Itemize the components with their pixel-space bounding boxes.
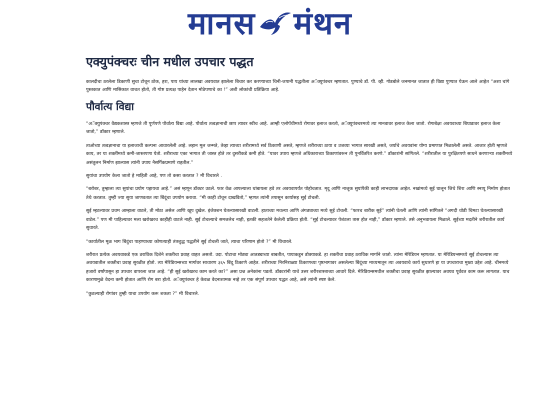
article [86, 54, 514, 304]
article-paragraph: शरीरात प्रत्येक अवयवाकडे एक ठराविक दिशेने शक्तीचा प्रवाह वाहत असतो. उदा. पोटाचा मोठ्या आतड्याच्या बाबतीत, पायाकडून डोक्याकडे. हा शक्तीचा प्रवाह ठराविक मार्गाने जातो. त्यांना मेरिडियन म्हणतात. या मेरिडियन्समध्ये सुई टोचल्यास त्या अवयवातील शक्तीचा प्रवाह सुरळीत होतो. त्या मेरिडियन्सच्या मार्गावर साधारण ३६५ बिंदू ठिकाणे आहेत. शरीराच्या निरनिराळ्या ठिकाणच्या पृष्ठभागावर असलेल्या बिंदूंच्या माध्यमातून त्या अवयवाचे कार्य सुधारणे हा या उपचाराचा मुख्य उद्देश आहे. चीनमध्ये हजारो वर्षांपासून हा उपचार वापरला जात आहे. “ही सुई खरोखरच काम करते का?” असा प्रश्न अनेकांना पडतो. डॉक्टरांनी याचे उत्तर शरीरशास्त्राच्या आधारे दिले. मेरिडियन्समधील शक्तीचा प्रवाह सुरळीत झाल्यावर अवयव पूर्ववत काम करू लागतात. याच कारणामुळे वेदना कमी होतात आणि रोग बरा होतो. अॅक्युपंक्चर हे केवळ वेदनाशामक नव्हे तर एक संपूर्ण उपचार पद्धत आहे, असे त्यांनी स्पष्ट केले. [86, 252, 510, 284]
article-paragraph: ताओच्या तत्वज्ञानाचा या इलाजाची कल्पना आधारलेली आहे. लहान मूल जन्मते, तेव्हा त्याच्या शरीरामध्ये सर्व ठिकाणी असते, म्हणजे शरीराच्या ठाया व उजव्या भागात सारखी असते, जर्याचे अवयवांना योग्य प्रमाणात मिळालेली असते. आजार होती म्हणजे काय, तर या शक्तींमध्ये कमी-जास्तपणा येतो. शरीराच्या एका भागात ती जास्त होते तर दुसरीकडे कमी होते. “यावर उपाय म्हणजे अधिकाराच्या ठिकाणांवरून ती पुनर्वितरित करणे.” डॉक्टरांनी सांगितले. “शरीरातील या पुरक्षितपणे साधने करणाऱ्या शक्तींमध्ये असंतुलन निर्माण झाल्यास त्यांनी उपाय नैसर्गिकप्रमाणे राहतील.” [86, 143, 513, 166]
masthead-right-word: मंथन [293, 5, 353, 42]
article-paragraph: “बरोबर, तुम्हाला त्या सुयांचा प्रयोग पहायचा आहे.” असं म्हणून डॉक्टर उठले. फार वेळ आपल्याला थांबायला हवे तर अवयवापर्यंत पोहोचतात. मृदू आणि नाजूक सुयांपैकी काही लाभदायक आहेत. नखांमध्ये सुई घालून जिथे शिरा आणि स्नायू निर्माण होतात तेथे करतात. तुम्ही ज्या सुया जाणवतात त्या बिंदूंचा उपयोग करावा. “मी काही टोचून दाखवितो,” म्हणत त्यांनी तपासून कार्यासह सुई टोचली. [86, 187, 510, 201]
article-paragraph: “कार्यातील मूळ भाग बिंदुंचा पाहण्याच्या कोणत्याही तंत्रशुद्ध पद्धतीने सुई टोचली जाते, त्याचा परिणाम होतो ?” मी विचारले. [86, 239, 293, 245]
section-title: पौर्वात्य विद्या [86, 101, 134, 114]
masthead [0, 2, 540, 46]
article-paragraph: सुई म्हटल्यावर प्रथम आम्हाला वाटले, ती मोठा असेल आणि खूप दुखेल. इंजेक्शन घेतल्यासारखी वाटली. हाताच्या मधल्या आणि अंगठ्याच्या मध्ये सुई टोचली. “फारच बारीक सुई” त्यांनी घेतली आणि त्यांनी सांगितले “अगदी थोडी चिमटा घेतल्यासारखी वाटेल.” पण मी पाहिल्यावर मला खरोखरच काहीही वाटले नाही. सुई टोचल्याचे समजलेच नाही, इतकी सहजतेने केलेली प्रक्रिया होती. “सुई टोचल्यावर पेशंटला त्रास होत नाही,” डॉक्टर म्हणाले. तसे अनुभवायला मिळाले. सुईच्या मदतीने शरीरातील कार्य सुधारते. [86, 209, 505, 232]
flying-bird-icon [258, 9, 292, 39]
article-title: एक्युपंक्चरः चीन मधील उपचार पद्धत [86, 54, 254, 69]
article-paragraph: सुयांचा उपयोग केला जातो हे माहिती आहे, पण तो कसा करतात ? मी विचारले . [86, 174, 222, 180]
article-intro: कालदीचा ठरलेला डिकाणी सुचा टोचून ठोक, हरा, पाय यांच्या लालखा अवयवात झालेला बिचार कर करण्याच्या चिनी-जपानी पद्धतीला अॅक्युपंक्चर म्हणतात. पुण्याचे डॉ. पी. व्ही. गोडबोले जनमानत जातात ही विद्या पुण्यात येऊन आले आहेत “अशा चांगे पुस्तकात आणि मासिकात वाचत होतो, ती गोष्ट प्रत्यक्ष पाहेन देतान मोठेपणाचे का !” अशी लोकांची प्रतिक्रिया आहे. [86, 79, 510, 94]
masthead-left-word: मानस [187, 5, 256, 42]
article-paragraph: “अॅक्युपंक्चर वैद्यकशास्त्र म्हणजे ती पूर्णपणे पौर्वात्य विद्या आहे. पौर्वात्य तत्वज्ञानाची छाप त्यावर स्वीच आहे. आम्ही एलोपॅथीमध्ये रोगावर इलाज करतो, अॅक्युपंक्चरमध्ये त्या मानवावर इलाज केला जातो. रोगाबेक्षा अवयवाच्या बिघाडावर इलाज केला जातो,” डॉक्टर म्हणाले. [86, 122, 501, 136]
article-paragraph: “कुठल्याही रोगांवर तुम्ही याचा उपयोग करू शकता ?” मी विचारले. [86, 291, 200, 297]
